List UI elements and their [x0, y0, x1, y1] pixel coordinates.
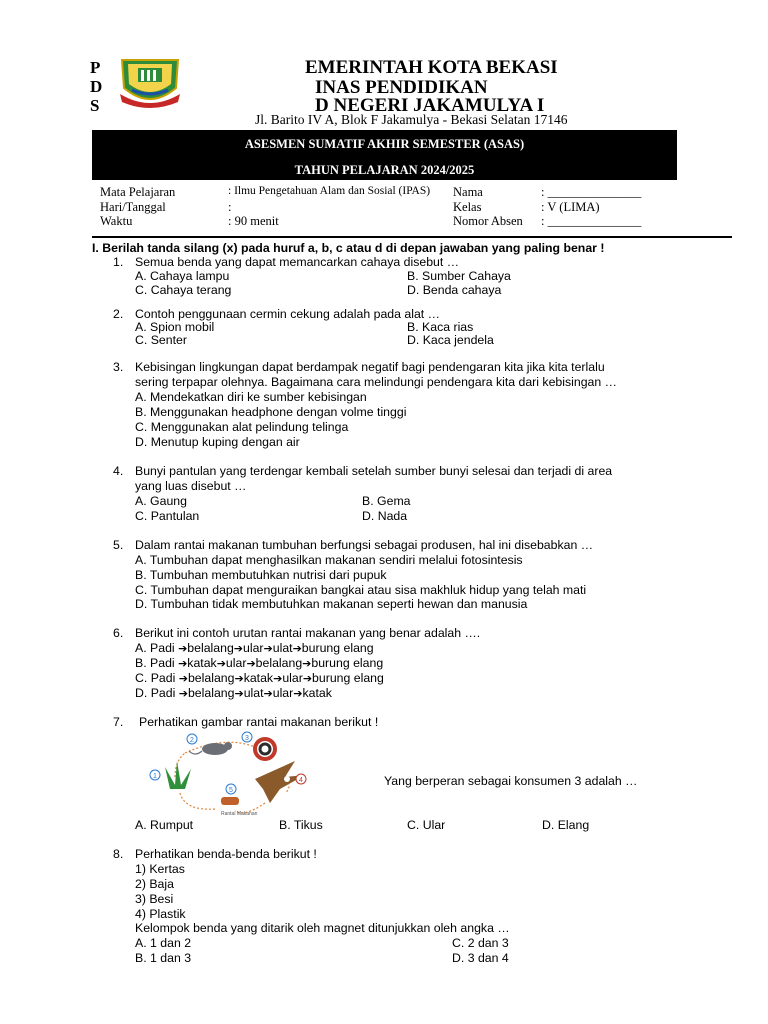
arrow-icon: ➔ [246, 658, 256, 670]
q2-option-d[interactable]: D. Kaca jendela [407, 333, 494, 347]
q4-option-b[interactable]: B. Gema [362, 494, 411, 508]
snake-icon [255, 739, 275, 759]
arrow-icon: ➔ [273, 673, 283, 685]
q1-option-b[interactable]: B. Sumber Cahaya [407, 269, 511, 283]
option-letter-food: B. Padi [135, 656, 179, 670]
q6-option-d[interactable] [135, 686, 332, 701]
q5-option-a[interactable]: A. Tumbuhan dapat menghasilkan makanan sendiri melalui fotosintesis [135, 553, 523, 567]
chain-item: burung elang [311, 656, 384, 670]
q4-text-line-2: yang luas disebut … [135, 479, 247, 493]
arrow-icon: ➔ [178, 673, 188, 685]
q8-option-b[interactable]: B. 1 dan 3 [135, 951, 192, 965]
arrow-icon: ➔ [292, 643, 302, 655]
q1-option-c[interactable]: C. Cahaya terang [135, 283, 232, 297]
number-circle [187, 734, 197, 744]
q3-number: 3. [113, 360, 124, 374]
q6-option-c[interactable] [135, 671, 384, 686]
exam-banner [92, 130, 677, 180]
header-line-1: EMERINTAH KOTA BEKASI [305, 57, 558, 78]
absen-label: Nomor Absen [453, 214, 523, 228]
chain-item: belalang [187, 686, 235, 700]
divider-rule [92, 236, 732, 238]
cycle-arrow [180, 793, 215, 809]
number-circle [226, 784, 236, 794]
bekasi-city-logo [118, 54, 182, 110]
q2-option-a[interactable]: A. Spion mobil [135, 320, 215, 334]
arrow-icon: ➔ [263, 688, 273, 700]
chain-item: katak [187, 656, 217, 670]
subject-label: Mata Pelajaran [100, 185, 176, 199]
q3-option-b[interactable]: B. Menggunakan headphone dengan volme tinggi [135, 405, 407, 419]
arrow-icon: ➔ [178, 643, 188, 655]
q3-option-a[interactable]: A. Mendekatkan diri ke sumber kebisingan [135, 390, 367, 404]
side-letter: S [90, 96, 100, 115]
chain-item: burung elang [301, 641, 374, 655]
rat-icon [189, 742, 232, 755]
q4-option-c[interactable]: C. Pantulan [135, 509, 200, 523]
image-caption: Rantai Makanan [221, 811, 258, 817]
instruction: I. Berilah tanda silang (x) pada huruf a, b, c atau d di depan jawaban yang paling benar ! [92, 241, 605, 255]
name-field[interactable]: : _______________ [541, 185, 642, 199]
chain-item: ular [282, 671, 303, 685]
q2-text: Contoh penggunaan cermin cekung adalah pada alat … [135, 307, 440, 321]
chain-item: belalang [187, 641, 234, 655]
time-label: Waktu [100, 214, 133, 228]
q6-option-b[interactable] [135, 656, 383, 671]
number-label: 4 [299, 777, 303, 784]
number-label: 3 [245, 735, 249, 742]
subject-value: : Ilmu Pengetahuan Alam dan Sosial (IPAS) [228, 185, 431, 197]
decomposer-icon [221, 797, 239, 805]
absen-field[interactable]: : _______________ [541, 214, 642, 228]
side-letter: P [90, 58, 101, 77]
q4-option-d[interactable]: D. Nada [362, 509, 408, 523]
number-circle [242, 732, 252, 742]
class-label: Kelas [453, 200, 482, 214]
chain-item: katak [243, 671, 274, 685]
number-label: 5 [229, 787, 233, 794]
q8-text: Perhatikan benda-benda berikut ! [135, 847, 317, 861]
q3-text-line-1: Kebisingan lingkungan dapat berdampak negatif bagi pendengaran kita jika kita terlalu [135, 360, 605, 374]
option-letter-food: D. Padi [135, 686, 179, 700]
chain-item: ular [243, 641, 264, 655]
q4-number: 4. [113, 464, 124, 478]
number-circle [150, 770, 160, 780]
q5-option-d[interactable]: D. Tumbuhan tidak membutuhkan makanan seperti hewan dan manusia [135, 597, 528, 611]
q5-text: Dalam rantai makanan tumbuhan berfungsi sebagai produsen, hal ini disebabkan … [135, 538, 594, 552]
q4-option-a[interactable]: A. Gaung [135, 494, 187, 508]
chain-item: katak [302, 686, 332, 700]
q8-option-d[interactable]: D. 3 dan 4 [452, 951, 509, 965]
arrow-icon: ➔ [263, 643, 273, 655]
q5-number: 5. [113, 538, 124, 552]
arrow-icon: ➔ [178, 688, 188, 700]
q3-text-line-2: sering terpapar olehnya. Bagaimana cara melindungi pendengara kita dari kebisingan … [135, 375, 617, 389]
arrow-icon: ➔ [293, 688, 303, 700]
food-chain-illustration [145, 731, 315, 817]
q7-number: 7. [113, 715, 124, 729]
arrow-icon: ➔ [234, 673, 244, 685]
q1-option-d[interactable]: D. Benda cahaya [407, 283, 502, 297]
chain-item: burung elang [312, 671, 384, 685]
arrow-icon: ➔ [234, 688, 244, 700]
arrow-icon: ➔ [216, 658, 226, 670]
q2-option-c[interactable]: C. Senter [135, 333, 187, 347]
q5-option-b[interactable]: B. Tumbuhan membutuhkan nutrisi dari pupuk [135, 568, 387, 582]
q8-option-c[interactable]: C. 2 dan 3 [452, 936, 509, 950]
q6-option-a[interactable] [135, 641, 374, 656]
chain-item: belalang [255, 656, 303, 670]
arrow-icon: ➔ [302, 673, 313, 685]
time-value: : 90 menit [228, 214, 279, 228]
q8-number: 8. [113, 847, 124, 861]
q7-option-b[interactable]: B. Tikus [279, 818, 323, 832]
q2-number: 2. [113, 307, 124, 321]
q3-option-d[interactable]: D. Menutup kuping dengan air [135, 435, 300, 449]
q8-item: 2) Baja [135, 877, 174, 891]
class-value: : V (LIMA) [541, 200, 600, 214]
name-label: Nama [453, 185, 483, 199]
chain-item: ulat [272, 641, 293, 655]
option-letter-food: A. Padi [135, 641, 179, 655]
q7-option-a[interactable]: A. Rumput [135, 818, 194, 832]
number-label: 2 [190, 737, 194, 744]
chain-item: ular [272, 686, 294, 700]
school-year: TAHUN PELAJARAN 2024/2025 [294, 163, 475, 177]
exam-title: ASESMEN SUMATIF AKHIR SEMESTER (ASAS) [244, 137, 525, 151]
q7-option-c[interactable]: C. Ular [407, 818, 446, 832]
chain-item: belalang [187, 671, 235, 685]
arrow-icon: ➔ [233, 643, 244, 655]
q5-option-c[interactable]: C. Tumbuhan dapat menguraikan bangkai atau sisa makhluk hidup yang telah mati [135, 583, 587, 597]
q7-option-d[interactable]: D. Elang [542, 818, 590, 832]
chain-item: ular [225, 656, 247, 670]
q2-option-b[interactable]: B. Kaca rias [407, 320, 474, 334]
header-line-3: D NEGERI JAKAMULYA I [315, 95, 545, 116]
q8-item: 1) Kertas [135, 862, 185, 876]
q8-question: Kelompok benda yang ditarik oleh magnet ditunjukkan oleh angka … [135, 921, 510, 935]
arrow-icon: ➔ [178, 658, 188, 670]
q7-side-text: Yang berperan sebagai konsumen 3 adalah … [384, 774, 638, 788]
option-letter-food: C. Padi [135, 671, 179, 685]
q3-option-c[interactable]: C. Menggunakan alat pelindung telinga [135, 420, 349, 434]
header-line-2: INAS PENDIDIKAN [315, 77, 488, 98]
number-circle [296, 774, 306, 784]
q1-option-a[interactable]: A. Cahaya lampu [135, 269, 230, 283]
chain-item: ulat [243, 686, 264, 700]
grass-icon [165, 761, 191, 789]
side-letters [90, 58, 110, 115]
q1-number: 1. [113, 255, 124, 269]
side-letter: D [90, 77, 103, 96]
q8-option-a[interactable]: A. 1 dan 2 [135, 936, 192, 950]
q4-text-line-1: Bunyi pantulan yang terdengar kembali setelah sumber bunyi selesai dan terjadi di area [135, 464, 613, 478]
day-value: : [228, 200, 232, 214]
number-label: 1 [153, 773, 157, 780]
q8-item: 4) Plastik [135, 907, 186, 921]
arrow-icon: ➔ [302, 658, 312, 670]
q1-text: Semua benda yang dapat memancarkan cahaya disebut … [135, 255, 460, 269]
school-address: Jl. Barito IV A, Blok F Jakamulya - Bekasi Selatan 17146 [255, 112, 568, 127]
q6-text: Berikut ini contoh urutan rantai makanan yang benar adalah …. [135, 626, 481, 640]
q8-item: 3) Besi [135, 892, 174, 906]
q6-number: 6. [113, 626, 124, 640]
day-label: Hari/Tanggal [100, 200, 166, 214]
q7-text: Perhatikan gambar rantai makanan berikut ! [139, 715, 379, 729]
